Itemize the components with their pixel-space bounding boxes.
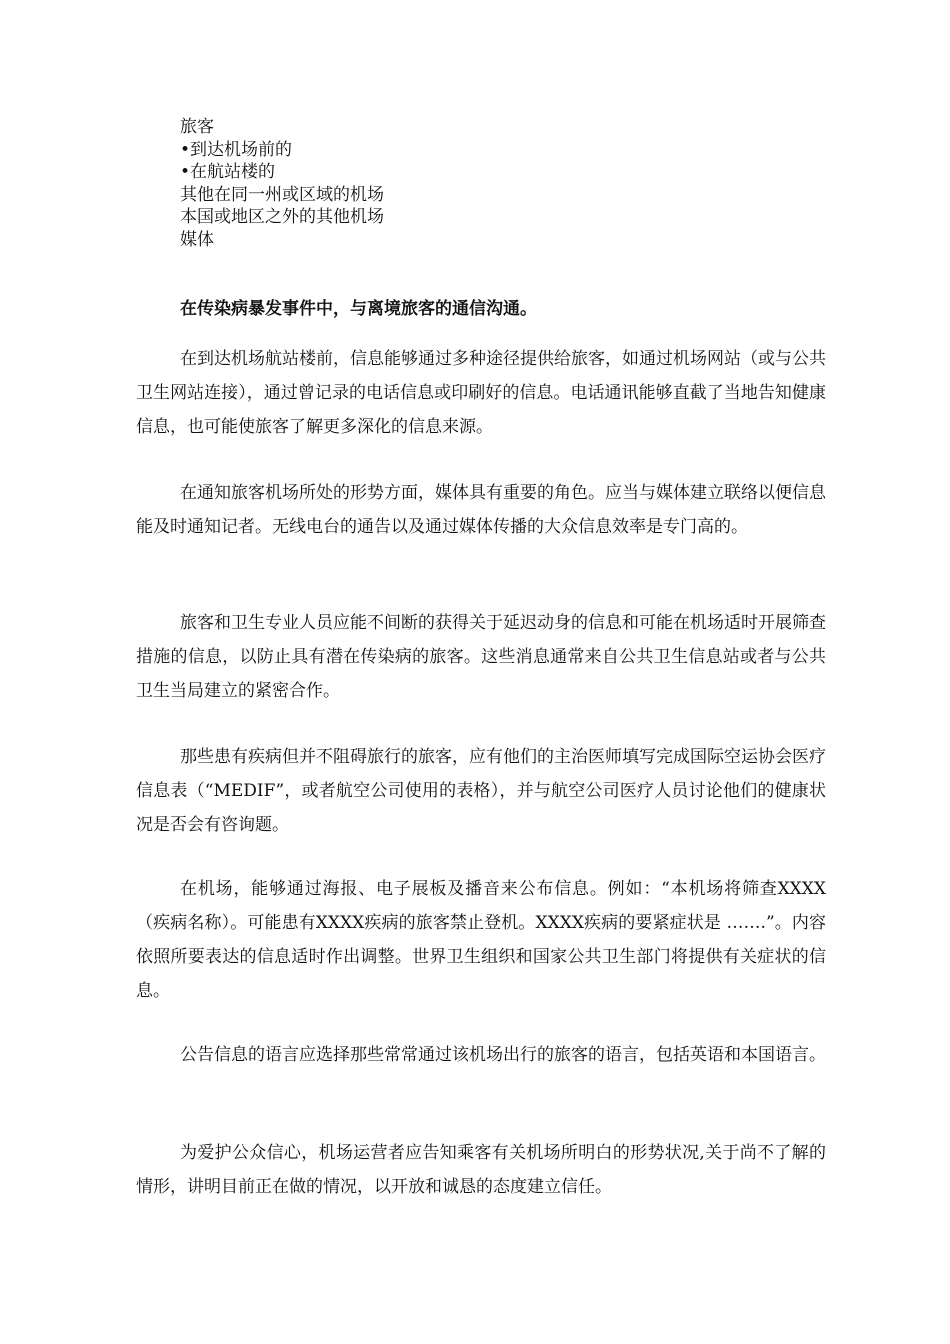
- list-item: 其他在同一州或区域的机场: [180, 184, 384, 205]
- paragraph: 旅客和卫生专业人员应能不间断的获得关于延迟动身的信息和可能在机场适时开展筛查措施的信息，以防止具有潜在传染病的旅客。这些消息通常来自公共卫生信息站或者与公共卫生当局建立的紧密合作。: [136, 613, 826, 701]
- paragraph: 公告信息的语言应选择那些常常通过该机场出行的旅客的语言，包括英语和本国语言。: [180, 1045, 826, 1065]
- list-item: •到达机场前的: [180, 139, 293, 160]
- paragraph: 在到达机场航站楼前，信息能够通过多种途径提供给旅客，如通过机场网站（或与公共卫生网站连接），通过曾记录的电话信息或印刷好的信息。电话通讯能够直截了当地告知健康信息，也可能使旅客了解更多深化的信息来源。: [136, 349, 826, 437]
- paragraph: 为爱护公众信心，机场运营者应告知乘客有关机场所明白的形势状况,关于尚不了解的情形，讲明目前正在做的情况，以开放和诚恳的态度建立信任。: [136, 1143, 826, 1197]
- paragraph: 在机场，能够通过海报、电子展板及播音来公布信息。例如：“本机场将筛查XXXX（疾病名称）。可能患有XXXX疾病的旅客禁止登机。XXXX疾病的要紧症状是 …….”。内容依照所要表达的信息适时作出调整。世界卫生组织和国家公共卫生部门将提供有关症状的信息。: [136, 879, 826, 1001]
- list-item: •在航站楼的: [180, 162, 276, 182]
- paragraph: 在通知旅客机场所处的形势方面，媒体具有重要的角色。应当与媒体建立联络以便信息能及时通知记者。无线电台的通告以及通过媒体传播的大众信息效率是专门高的。: [136, 483, 826, 537]
- list-item: 媒体: [180, 229, 214, 250]
- list-item: 本国或地区之外的其他机场: [180, 207, 384, 227]
- section-heading: 在传染病暴发事件中，与离境旅客的通信沟通。: [180, 299, 537, 319]
- list-item: 旅客: [180, 117, 214, 137]
- paragraph: 那些患有疾病但并不阻碍旅行的旅客，应有他们的主治医师填写完成国际空运协会医疗信息表（“MEDIF”，或者航空公司使用的表格），并与航空公司医疗人员讨论他们的健康状况是否会有咨询题。: [136, 747, 826, 835]
- audience-list: [180, 116, 384, 251]
